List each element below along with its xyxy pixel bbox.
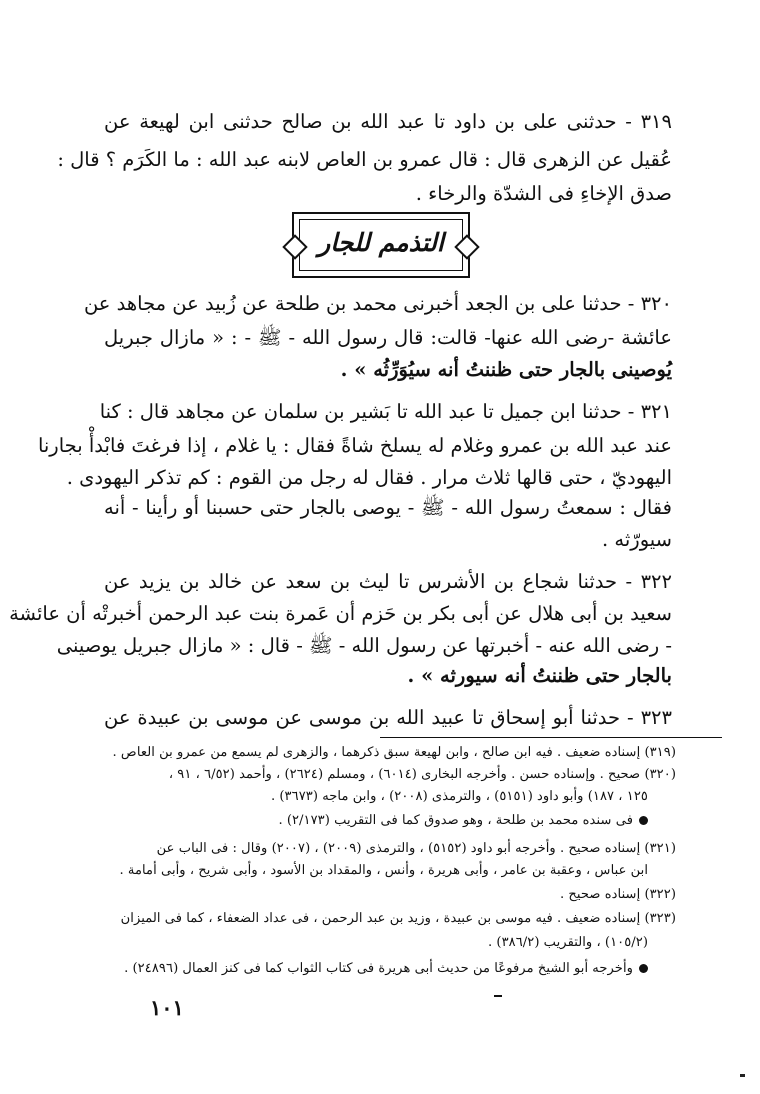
hadith-321-line-3: اليهوديّ ، حتى قالها ثلاث مرار . فقال له رجل من القوم : كم تذكر اليهودى . <box>66 466 672 489</box>
footnote-323-note: وأخرجه أبو الشيخ مرفوعًا من حديث أبى هريرة فى كتاب الثواب كما فى كنز العمال (٢٤٨٩٦) . <box>124 961 633 976</box>
hadith-319-line-3: صدق الإخاءِ فى الشدّة والرخاء . <box>415 182 672 205</box>
footnote-319: (٣١٩) إسناده ضعيف . فيه ابن صالح ، وابن لهيعة سبق ذكرهما ، والزهرى لم يسمع من عمرو بن العاص . <box>112 745 676 760</box>
hadith-319-line-1: ٣١٩ - حدثنى على بن داود تا عبد الله بن صالح حدثنى ابن لهيعة عن <box>104 110 672 133</box>
hadith-321-line-1: ٣٢١ - حدثنا ابن جميل تا عبد الله تا بَشير بن سلمان عن مجاهد قال : كنا <box>99 400 672 423</box>
scan-mark <box>740 1074 745 1077</box>
hadith-322-line-2: سعيد بن أبى هلال عن أبى بكر بن حَزم أن عَمرة بنت عبد الرحمن أخبرتْه أن عائشة <box>9 602 672 625</box>
footnote-320-note: فى سنده محمد بن طلحة ، وهو صدوق كما فى التقريب (٢/١٧٣) . <box>278 813 633 828</box>
hadith-322-line-4: بالجار حتى ظننتُ أنه سيورثه » . <box>407 664 672 687</box>
footnote-321-line-1: (٣٢١) إسناده صحيح . وأخرجه أبو داود (٥١٥٢) ، والترمذى (٢٠٠٩) ، (٢٠٠٧) وقال : فى الباب عن <box>156 841 676 856</box>
footnote-separator <box>380 737 722 738</box>
hadith-322-line-1: ٣٢٢ - حدثنا شجاع بن الأشرس تا ليث بن سعد عن خالد بن يزيد عن <box>104 570 672 593</box>
footnote-323-line-1: (٣٢٣) إسناده ضعيف . فيه موسى بن عبيدة ، وزيد بن عبد الرحمن ، فى عداد الضعفاء ، كما فى الميزان <box>120 911 676 926</box>
hadith-323-line-1: ٣٢٣ - حدثنا أبو إسحاق تا عبيد الله بن موسى عن موسى بن عبيدة عن <box>104 706 672 729</box>
footnote-323-line-3 <box>100 958 648 980</box>
footnote-320-line-3 <box>100 810 648 832</box>
hadith-321-line-5: سيورّثه . <box>602 528 672 551</box>
hadith-320-line-2: عائشة -رضى الله عنها- قالت: قال رسول الله - ﷺ - : « مازال جبريل <box>104 326 672 349</box>
bullet-icon <box>639 816 648 825</box>
hadith-319-line-2: عُقيل عن الزهرى قال : قال عمرو بن العاص لابنه عبد الله : ما الكَرَم ؟ قال : <box>57 148 672 171</box>
footnote-323-line-2: (١٠٥/٢) ، والتقريب (٣٨٦/٢) . <box>488 935 648 950</box>
footnote-322: (٣٢٢) إسناده صحيح . <box>559 887 676 902</box>
hadith-320-line-1: ٣٢٠ - حدثنا على بن الجعد أخبرنى محمد بن طلحة عن زُبيد عن مجاهد عن <box>83 292 672 315</box>
section-heading-frame <box>292 212 470 278</box>
page-number: ١٠١ <box>150 995 184 1020</box>
footnote-320-line-1: (٣٢٠) صحيح . وإسناده حسن . وأخرجه البخارى (٦٠١٤) ، ومسلم (٢٦٢٤) ، وأحمد (٦/٥٢ ، ٩١ ، <box>168 767 676 782</box>
hadith-321-line-2: عند عبد الله بن عمرو وغلام له يسلخ شاةً فقال : يا غلام ، إذا فرغتَ فابْدأْ بجارنا <box>37 434 672 457</box>
hadith-321-line-4: فقال : سمعتُ رسول الله - ﷺ - يوصى بالجار حتى حسبنا أو رأينا - أنه <box>104 496 672 519</box>
footnote-320-line-2: ١٢٥ ، ١٨٧) وأبو داود (٥١٥١) ، والترمذى (٢٠٠٨) ، وابن ماجه (٣٦٧٣) . <box>271 789 648 804</box>
end-mark <box>494 995 502 997</box>
section-title: التذمم للجار <box>318 228 444 257</box>
footnote-321-line-2: ابن عباس ، وعقبة بن عامر ، وأبى هريرة ، وأنس ، والمقداد بن الأسود ، وأبى شريح ، وأبى أمامة . <box>119 863 648 878</box>
hadith-322-line-3: - رضى الله عنه - أخبرتها عن رسول الله - ﷺ - قال : « مازال جبريل يوصينى <box>56 634 672 657</box>
bullet-icon <box>639 964 648 973</box>
hadith-320-line-3: يُوصينى بالجار حتى ظننتُ أنه سيُوَرِّثُه » . <box>340 358 672 381</box>
